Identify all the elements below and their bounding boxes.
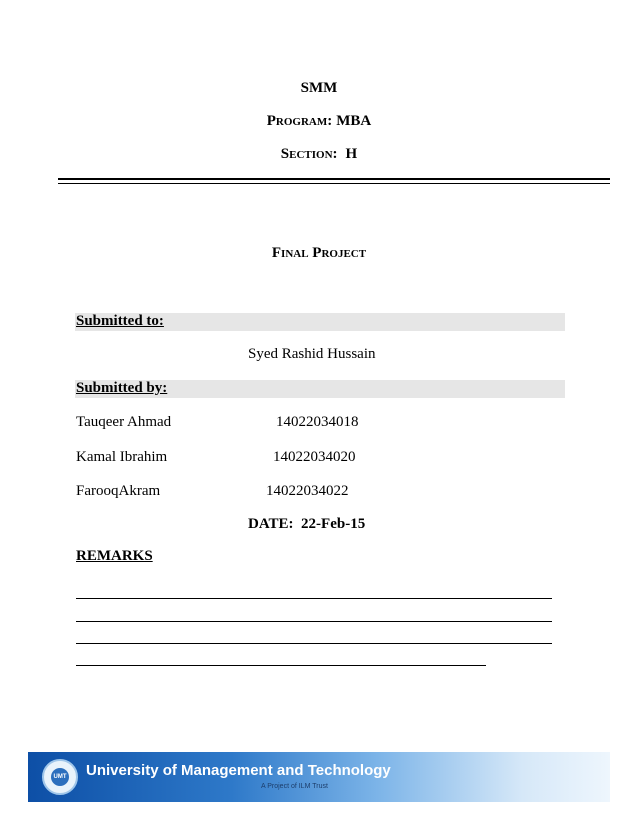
submitted-to-label: Submitted to: [76,313,164,329]
header-rule-thin [58,183,610,184]
doc-title: SMM [300,80,338,96]
logo-mark: UMT [51,768,69,786]
member-name: Kamal Ibrahim [76,449,168,465]
supervisor-name: Syed Rashid Hussain [248,346,376,362]
submission-date: DATE: 22-Feb-15 [248,516,366,532]
university-name: University of Management and Technology [86,762,391,779]
program-line [0,112,638,130]
program-value: MBA [336,113,372,129]
university-tagline: A Project of ILM Trust [261,783,328,790]
member-id: 14022034022 [266,483,349,499]
remarks-label: REMARKS [76,548,153,564]
remarks-line [76,621,552,622]
university-banner [28,752,610,802]
header-rule-thick [58,178,610,180]
section-value: H [345,146,358,162]
member-id: 14022034020 [273,449,356,465]
member-id: 14022034018 [276,414,359,430]
project-title: Final Project [271,245,367,261]
member-name: FarooqAkram [76,483,161,499]
remarks-line [76,643,552,644]
submitted-by-label: Submitted by: [76,380,168,396]
section-line [0,145,638,163]
program-label: Program: [266,113,333,129]
university-logo [42,759,78,795]
member-name: Tauqeer Ahmad [76,414,172,430]
remarks-line [76,665,486,666]
remarks-line [76,598,552,599]
section-label: Section: [280,146,338,162]
